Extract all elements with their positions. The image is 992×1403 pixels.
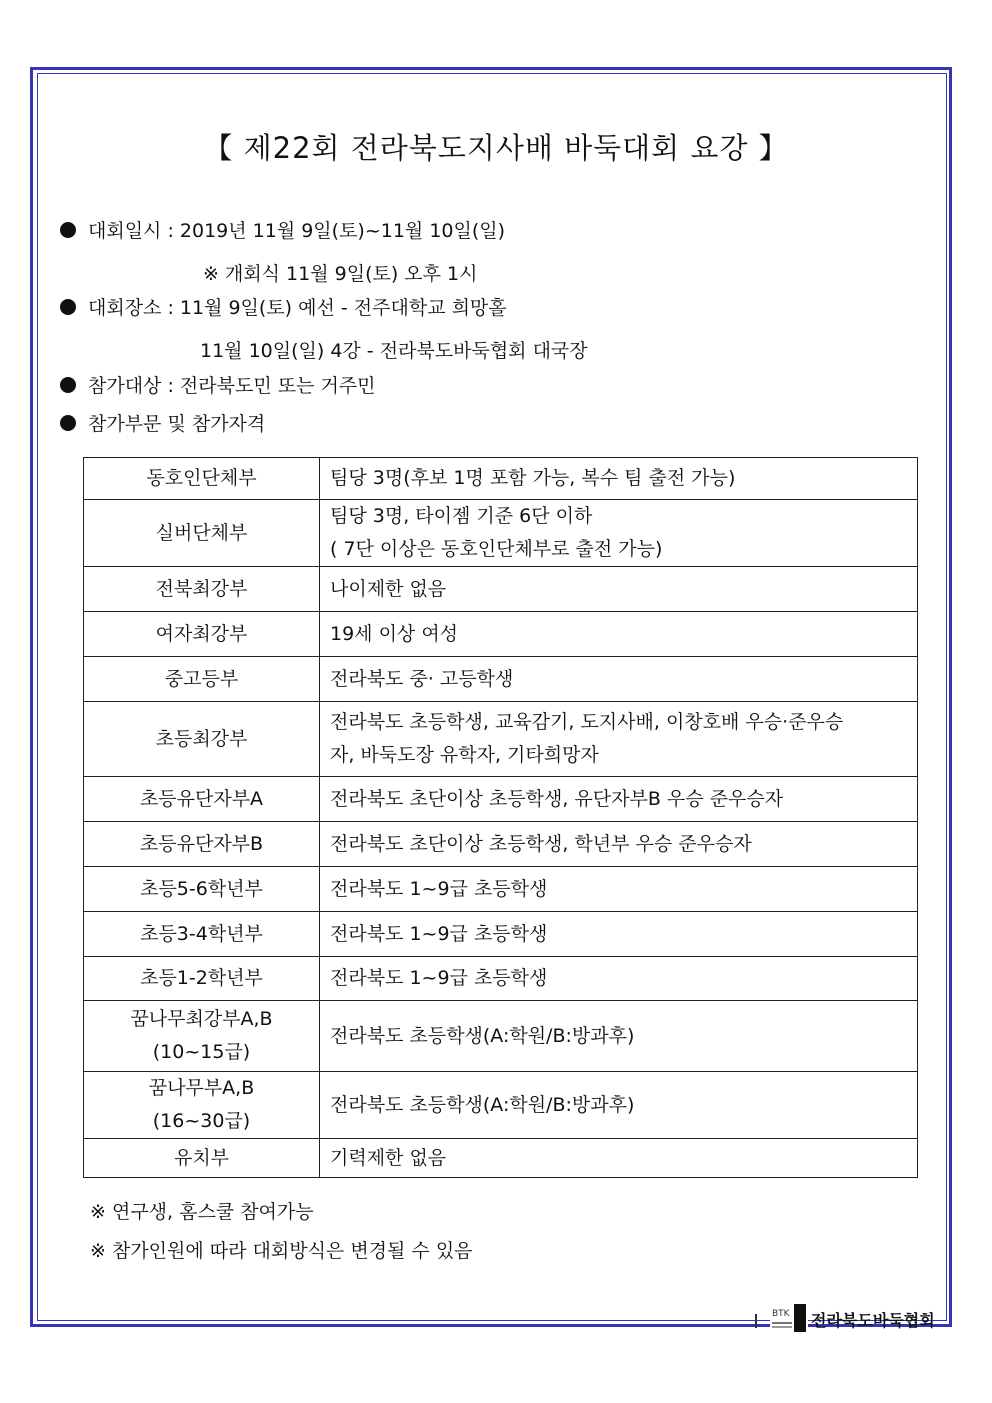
- table-row: [84, 1001, 918, 1072]
- note-trainees: ※ 연구생, 홈스쿨 참여가능: [90, 1201, 314, 1223]
- page-title: 【 제22회 전라북도지사배 바둑대회 요강 】: [203, 131, 789, 165]
- division-name: 동호인단체부: [84, 458, 320, 500]
- date-text: 대회일시 : 2019년 11월 9일(토)~11월 10일(일): [88, 220, 506, 242]
- bullet-icon: [60, 299, 76, 315]
- division-qualification: 전라북도 초단이상 초등학생, 학년부 우승 준우승자: [320, 822, 918, 867]
- table-row: [84, 867, 918, 912]
- opening-note: ※ 개회식 11월 9일(토) 오후 1시: [203, 263, 478, 285]
- division-name: 유치부: [84, 1139, 320, 1178]
- division-grade-range: (16~30급): [152, 1110, 251, 1132]
- division-qualification: [320, 702, 918, 777]
- table-row: [84, 458, 918, 500]
- division-qualification: 전라북도 중· 고등학생: [320, 657, 918, 702]
- table-row: [84, 912, 918, 957]
- table-row: [84, 657, 918, 702]
- division-name: 초등3-4학년부: [84, 912, 320, 957]
- division-qualification: 19세 이상 여성: [320, 612, 918, 657]
- info-divisions-heading: [60, 413, 265, 435]
- division-name: 여자최강부: [84, 612, 320, 657]
- table-row: [84, 1139, 918, 1178]
- association-logo-icon: [770, 1302, 808, 1334]
- info-date: [60, 220, 505, 242]
- division-grade-range: (10~15급): [152, 1041, 251, 1063]
- table-row: [84, 777, 918, 822]
- bullet-icon: [60, 415, 76, 431]
- division-qualification: 전라북도 초등학생(A:학원/B:방과후): [320, 1072, 918, 1139]
- division-qualification: 전라북도 초단이상 초등학생, 유단자부B 우승 준우승자: [320, 777, 918, 822]
- table-row: [84, 822, 918, 867]
- division-qualification: [320, 500, 918, 567]
- division-name: 전북최강부: [84, 567, 320, 612]
- table-row: [84, 957, 918, 1001]
- qualification-line: 팀당 3명, 타이젬 기준 6단 이하: [330, 505, 593, 527]
- note-format-change: ※ 참가인원에 따라 대회방식은 변경될 수 있음: [90, 1240, 473, 1262]
- division-qualification: 전라북도 1~9급 초등학생: [320, 957, 918, 1001]
- division-name: [84, 1072, 320, 1139]
- division-name: [84, 1001, 320, 1072]
- qualification-line: 자, 바둑도장 유학자, 기타희망자: [330, 744, 599, 766]
- table-row: [84, 500, 918, 567]
- bullet-icon: [60, 377, 76, 393]
- qualification-line: 전라북도 초등학생, 교육감기, 도지사배, 이창호배 우승·준우승: [330, 711, 844, 733]
- division-name: 초등5-6학년부: [84, 867, 320, 912]
- division-qualification: 전라북도 초등학생(A:학원/B:방과후): [320, 1001, 918, 1072]
- venue-line-2: 11월 10일(일) 4강 - 전라북도바둑협회 대국장: [200, 340, 588, 362]
- table-row: [84, 567, 918, 612]
- division-qualification: 전라북도 1~9급 초등학생: [320, 867, 918, 912]
- table-row: [84, 612, 918, 657]
- division-qualification: 기력제한 없음: [320, 1139, 918, 1178]
- bullet-icon: [60, 222, 76, 238]
- table-row: [84, 702, 918, 777]
- venue-text: 대회장소 : 11월 9일(토) 예선 - 전주대학교 희망홀: [88, 297, 507, 319]
- division-name: 초등1-2학년부: [84, 957, 320, 1001]
- divisions-heading-text: 참가부문 및 참가자격: [88, 413, 266, 435]
- division-name: 실버단체부: [84, 500, 320, 567]
- division-name: 중고등부: [84, 657, 320, 702]
- qualification-line: ( 7단 이상은 동호인단체부로 출전 가능): [330, 538, 663, 560]
- division-qualification: 나이제한 없음: [320, 567, 918, 612]
- division-qualification: 팀당 3명(후보 1명 포함 가능, 복수 팀 출전 가능): [320, 458, 918, 500]
- division-name-line: 꿈나무최강부A,B: [130, 1008, 273, 1030]
- divisions-table: [83, 457, 918, 1178]
- division-name-line: 꿈나무부A,B: [148, 1077, 255, 1099]
- footer-divider: [755, 1314, 757, 1328]
- association-name: 전라북도바둑협회: [811, 1311, 935, 1330]
- table-row: [84, 1072, 918, 1139]
- division-qualification: 전라북도 1~9급 초등학생: [320, 912, 918, 957]
- division-name: 초등최강부: [84, 702, 320, 777]
- logo-text: BTK: [772, 1309, 790, 1319]
- division-name: 초등유단자부A: [84, 777, 320, 822]
- info-venue: [60, 297, 507, 319]
- info-eligibility: [60, 375, 376, 397]
- division-name: 초등유단자부B: [84, 822, 320, 867]
- eligibility-text: 참가대상 : 전라북도민 또는 거주민: [88, 375, 376, 397]
